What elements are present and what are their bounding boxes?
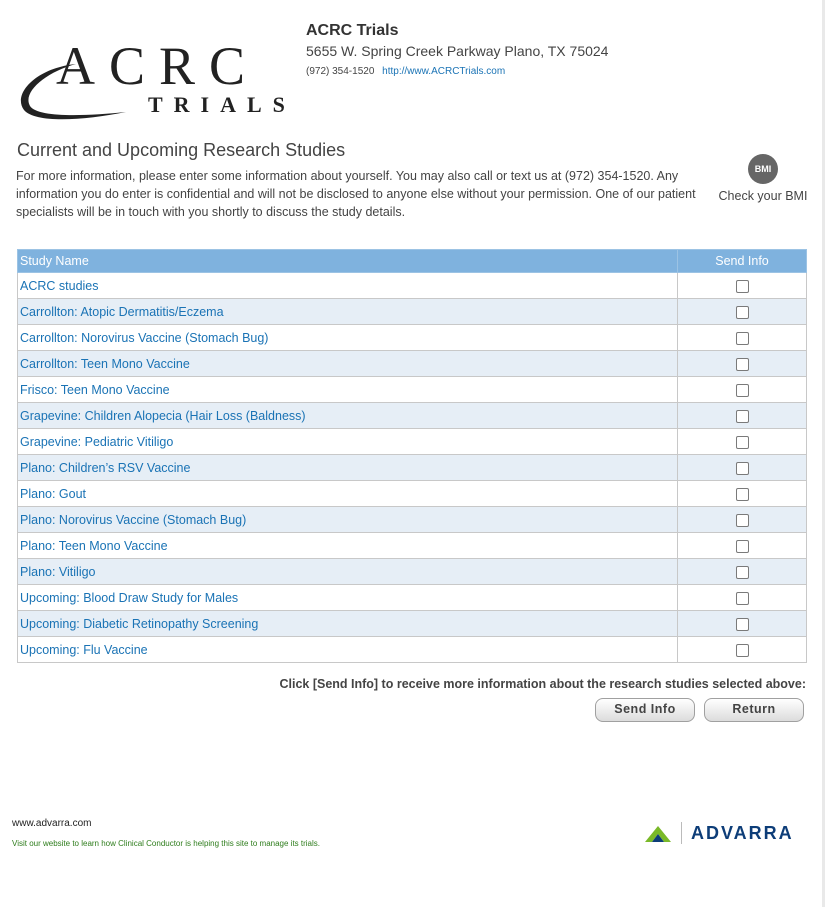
org-address: 5655 W. Spring Creek Parkway Plano, TX 75024 xyxy=(306,43,609,59)
send-info-cell xyxy=(678,455,807,481)
study-link[interactable]: Plano: Teen Mono Vaccine xyxy=(20,538,168,553)
send-info-cell xyxy=(678,273,807,299)
send-info-checkbox[interactable] xyxy=(736,566,749,579)
study-link[interactable]: ACRC studies xyxy=(20,278,99,293)
study-link[interactable]: Plano: Vitiligo xyxy=(20,564,96,579)
send-info-checkbox[interactable] xyxy=(736,358,749,371)
send-info-button[interactable]: Send Info xyxy=(595,698,695,722)
logo-subtext: TRIALS xyxy=(148,92,296,117)
send-info-cell xyxy=(678,403,807,429)
study-name-cell xyxy=(18,429,678,455)
study-link[interactable]: Plano: Gout xyxy=(20,486,87,501)
logo-text: ACRC xyxy=(56,36,260,96)
send-info-checkbox[interactable] xyxy=(736,644,749,657)
send-info-cell xyxy=(678,507,807,533)
study-name-cell xyxy=(18,533,678,559)
study-name-cell xyxy=(18,455,678,481)
return-button[interactable]: Return xyxy=(704,698,804,722)
send-info-checkbox[interactable] xyxy=(736,462,749,475)
send-info-checkbox[interactable] xyxy=(736,514,749,527)
table-row xyxy=(18,325,807,351)
table-row xyxy=(18,533,807,559)
table-row xyxy=(18,481,807,507)
send-info-cell xyxy=(678,377,807,403)
send-info-checkbox[interactable] xyxy=(736,436,749,449)
study-name-cell xyxy=(18,585,678,611)
study-name-cell xyxy=(18,611,678,637)
study-link[interactable]: Carrollton: Norovirus Vaccine (Stomach Bug) xyxy=(20,330,269,345)
send-info-cell xyxy=(678,637,807,663)
footer-text: Visit our website to learn how Clinical Conductor is helping this site to manage its trials. xyxy=(12,839,320,848)
org-contact xyxy=(306,66,505,77)
send-info-cell xyxy=(678,611,807,637)
table-row xyxy=(18,273,807,299)
bmi-label[interactable]: Check your BMI xyxy=(718,189,808,203)
table-header-row xyxy=(18,250,807,273)
study-name-cell xyxy=(18,481,678,507)
study-link[interactable]: Upcoming: Diabetic Retinopathy Screening xyxy=(20,616,259,631)
page-title: Current and Upcoming Research Studies xyxy=(17,140,346,160)
table-row xyxy=(18,299,807,325)
column-header-send-info: Send Info xyxy=(678,250,807,273)
org-website-link[interactable]: http://www.ACRCTrials.com xyxy=(382,66,506,77)
advarra-mark-icon xyxy=(645,824,671,844)
send-info-cell xyxy=(678,559,807,585)
org-name: ACRC Trials xyxy=(306,22,399,39)
study-name-cell xyxy=(18,377,678,403)
study-name-cell xyxy=(18,637,678,663)
advarra-wordmark: ADVARRA xyxy=(691,823,794,843)
send-info-checkbox[interactable] xyxy=(736,618,749,631)
send-info-cell xyxy=(678,585,807,611)
send-info-checkbox[interactable] xyxy=(736,540,749,553)
study-link[interactable]: Plano: Norovirus Vaccine (Stomach Bug) xyxy=(20,512,247,527)
advarra-divider xyxy=(681,822,682,844)
send-info-checkbox[interactable] xyxy=(736,488,749,501)
table-row xyxy=(18,559,807,585)
send-info-cell xyxy=(678,299,807,325)
table-row xyxy=(18,455,807,481)
footer-url[interactable]: www.advarra.com xyxy=(12,818,92,829)
send-info-checkbox[interactable] xyxy=(736,332,749,345)
send-info-cell xyxy=(678,533,807,559)
study-name-cell xyxy=(18,273,678,299)
intro-text: For more information, please enter some information about yourself. You may also call or text us at (972) 354-1520. Any information you do enter is confidential and will not be disclosed to anyone else without your permission. One of our patient specialists will be in touch with you shortly to discuss the study details. xyxy=(16,169,696,219)
table-row xyxy=(18,507,807,533)
study-link[interactable]: Frisco: Teen Mono Vaccine xyxy=(20,382,170,397)
study-name-cell xyxy=(18,403,678,429)
acrc-logo xyxy=(16,36,296,124)
study-link[interactable]: Grapevine: Children Alopecia (Hair Loss (Baldness) xyxy=(20,408,306,423)
study-link[interactable]: Grapevine: Pediatric Vitiligo xyxy=(20,434,174,449)
send-info-cell xyxy=(678,481,807,507)
study-link[interactable]: Upcoming: Blood Draw Study for Males xyxy=(20,590,239,605)
study-name-cell xyxy=(18,507,678,533)
study-link[interactable]: Upcoming: Flu Vaccine xyxy=(20,642,148,657)
send-info-checkbox[interactable] xyxy=(736,306,749,319)
study-link[interactable]: Carrollton: Atopic Dermatitis/Eczema xyxy=(20,304,224,319)
study-link[interactable]: Carrollton: Teen Mono Vaccine xyxy=(20,356,190,371)
bmi-link[interactable] xyxy=(716,154,810,203)
send-info-cell xyxy=(678,429,807,455)
send-info-checkbox[interactable] xyxy=(736,384,749,397)
study-name-cell xyxy=(18,299,678,325)
table-row xyxy=(18,403,807,429)
send-info-checkbox[interactable] xyxy=(736,280,749,293)
study-name-cell xyxy=(18,325,678,351)
column-header-study-name: Study Name xyxy=(18,250,678,273)
send-info-checkbox[interactable] xyxy=(736,592,749,605)
send-info-cell xyxy=(678,325,807,351)
study-name-cell xyxy=(18,559,678,585)
study-link[interactable]: Plano: Children’s RSV Vaccine xyxy=(20,460,191,475)
table-row xyxy=(18,351,807,377)
send-instruction: Click [Send Info] to receive more information about the research studies selected above: xyxy=(279,677,806,691)
send-info-checkbox[interactable] xyxy=(736,410,749,423)
studies-table-body xyxy=(18,273,807,663)
advarra-logo xyxy=(645,822,807,846)
study-name-cell xyxy=(18,351,678,377)
org-phone: (972) 354-1520 xyxy=(306,66,375,77)
table-row xyxy=(18,585,807,611)
table-row xyxy=(18,611,807,637)
table-row xyxy=(18,377,807,403)
table-row xyxy=(18,637,807,663)
studies-table xyxy=(17,249,807,663)
table-row xyxy=(18,429,807,455)
send-info-cell xyxy=(678,351,807,377)
bmi-icon[interactable]: BMI xyxy=(748,154,778,184)
